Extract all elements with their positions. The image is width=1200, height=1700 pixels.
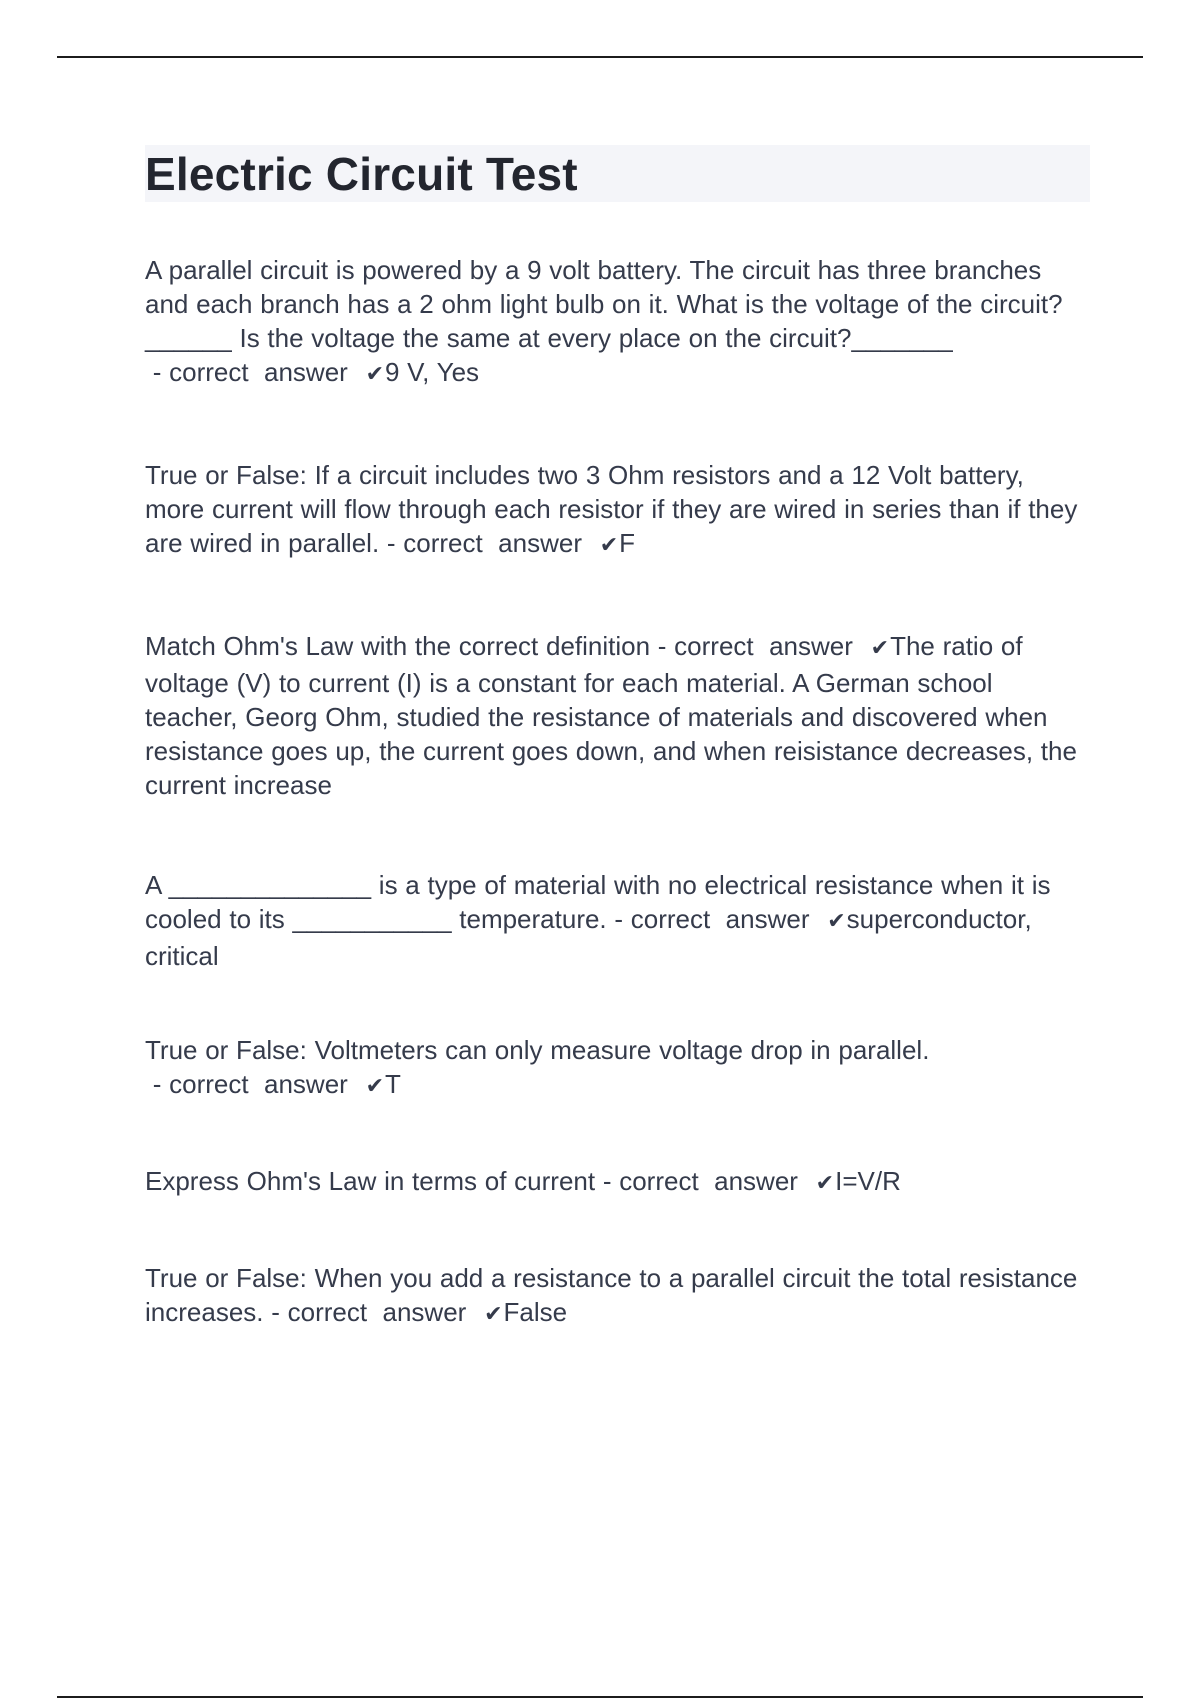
answer-text: The ratio of voltage (V) to current (I) is a constant for each material. A German school teacher, Georg Ohm, studied the resistance of materials and discovered when resistance goes up, the current goes down, and when reisistance decreases, the current increase — [145, 631, 1077, 800]
answer-text: superconductor, critical — [145, 904, 1032, 971]
answer-label: - correct answer — [379, 528, 590, 558]
question-text: Express Ohm's Law in terms of current — [145, 1166, 596, 1196]
page-title: Electric Circuit Test — [145, 147, 578, 200]
answer-label: - correct answer — [145, 1069, 356, 1099]
answer-text: F — [619, 528, 636, 558]
document-body — [145, 145, 1090, 1332]
answer-text: I=V/R — [835, 1166, 901, 1196]
answer-text: T — [385, 1069, 401, 1099]
bottom-rule — [57, 1696, 1143, 1698]
check-icon: ✔ — [815, 1171, 835, 1196]
answer-text: 9 V, Yes — [385, 357, 480, 387]
qa-item-5 — [145, 1033, 1090, 1104]
question-text: True or False: When you add a resistance to a parallel circuit the total resistance increases. — [145, 1263, 1078, 1327]
check-icon: ✔ — [827, 909, 846, 934]
qa-item-6 — [145, 1164, 1090, 1201]
qa-item-2 — [145, 458, 1090, 563]
title-band — [145, 145, 1090, 202]
qa-item-3 — [145, 629, 1090, 802]
answer-label: - correct answer — [595, 1166, 806, 1196]
check-icon: ✔ — [599, 533, 619, 558]
question-text: True or False: If a circuit includes two 3 Ohm resistors and a 12 Volt battery, more current will flow through each resistor if they are wired in series than if they are wired in parallel. — [145, 460, 1078, 558]
answer-label: - correct answer — [145, 357, 356, 387]
check-icon: ✔ — [484, 1302, 503, 1327]
check-icon: ✔ — [365, 362, 384, 387]
question-text: True or False: Voltmeters can only measure voltage drop in parallel. — [145, 1035, 930, 1065]
top-rule — [57, 56, 1143, 58]
qa-item-7 — [145, 1261, 1090, 1332]
answer-label: - correct answer — [650, 631, 861, 661]
qa-item-1 — [145, 253, 1090, 392]
qa-item-4 — [145, 868, 1090, 973]
question-text: Match Ohm's Law with the correct definition — [145, 631, 651, 661]
answer-label: - correct answer — [606, 904, 818, 934]
check-icon: ✔ — [365, 1074, 384, 1099]
answer-text: False — [503, 1297, 568, 1327]
question-text: A ______________ is a type of material with no electrical resistance when it is cooled to its ___________ temperature. — [145, 870, 1051, 934]
check-icon: ✔ — [870, 636, 890, 661]
question-text: A parallel circuit is powered by a 9 volt battery. The circuit has three branches and each branch has a 2 ohm light bulb on it. What is the voltage of the circuit?______ Is the voltage the same at every place on the circuit?_______ — [145, 255, 1063, 353]
answer-label: - correct answer — [263, 1297, 475, 1327]
